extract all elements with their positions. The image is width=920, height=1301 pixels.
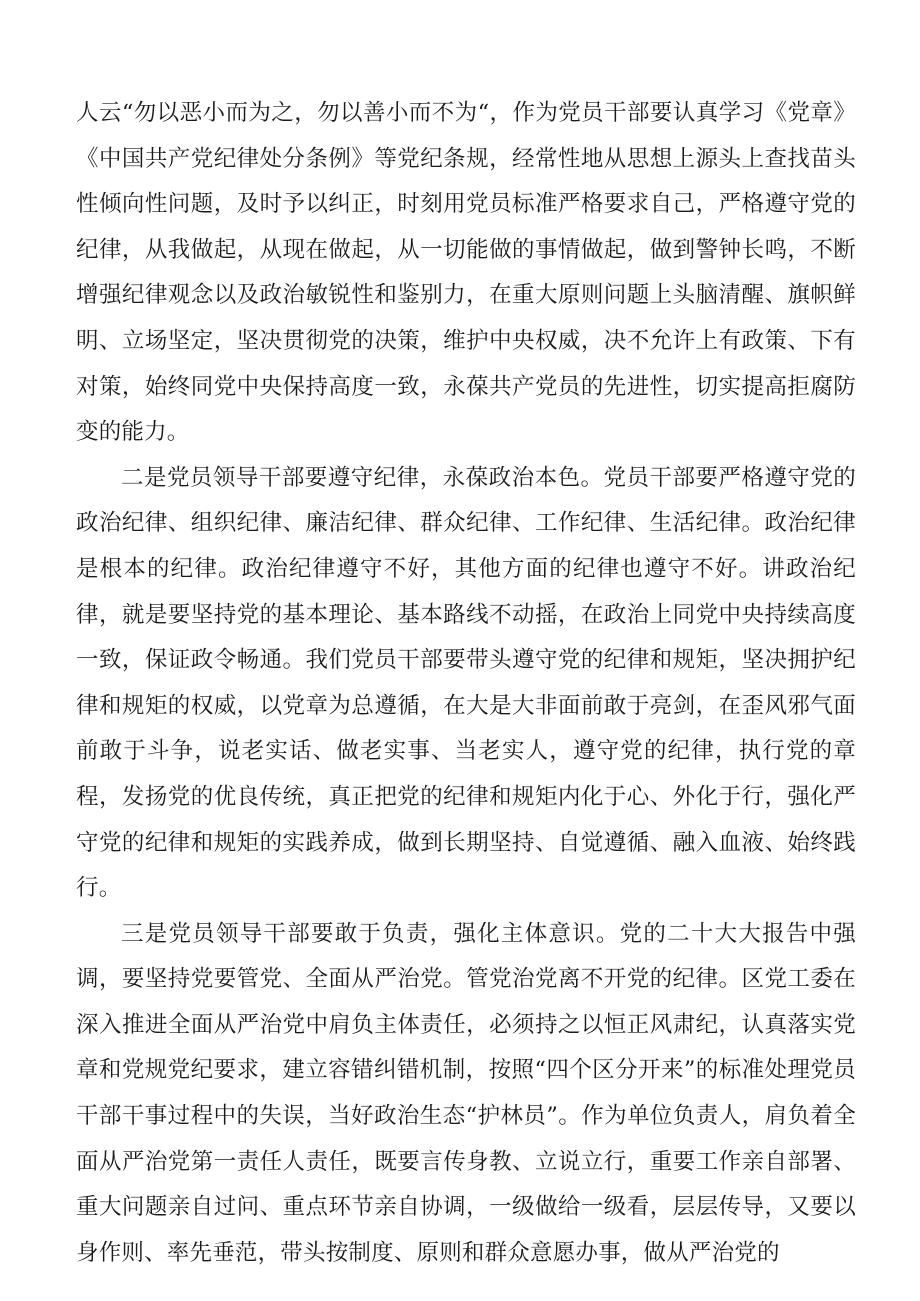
paragraph-discipline-learning: 人云“勿以恶小而为之，勿以善小而不为“，作为党员干部要认真学习《党章》《中国共产党纪律处分条例》等党纪条规，经常性地从思想上源头上查找苗头性倾向性问题，及时予以纠正，时刻用党员标准严格要求自己，严格遵守党的纪律，从我做起，从现在做起，从一切能做的事情做起，做到警钟长鸣，不断增强纪律观念以及政治敏锐性和鉴别力，在重大原则问题上头脑清醒、旗帜鲜明、立场坚定，坚决贯彻党的决策，维护中央权威，决不允许上有政策、下有对策，始终同党中央保持高度一致，永葆共产党员的先进性，切实提高拒腐防变的能力。 [76, 100, 856, 446]
document-body [76, 91, 856, 1276]
paragraph-take-responsibility: 三是党员领导干部要敢于负责，强化主体意识。党的二十大大报告中强调，要坚持党要管党、全面从严治党。管党治党离不开党的纪律。区党工委在深入推进全面从严治党中肩负主体责任，必须持之以恒正风肃纪，认真落实党章和党规党纪要求，建立容错纠错机制，按照“四个区分开来”的标准处理党员干部干事过程中的失误，当好政治生态“护林员”。作为单位负责人，肩负着全面从严治党第一责任人责任，既要言传身教、立说立行，重要工作亲自部署、重大问题亲自过问、重点环节亲自协调，一级做给一级看，层层传导，又要以身作则、率先垂范，带头按制度、原则和群众意愿办事，做从严治党的 [76, 920, 856, 1266]
paragraph-observe-discipline: 二是党员领导干部要遵守纪律，永葆政治本色。党员干部要严格遵守党的政治纪律、组织纪律、廉洁纪律、群众纪律、工作纪律、生活纪律。政治纪律是根本的纪律。政治纪律遵守不好，其他方面的纪律也遵守不好。讲政治纪律，就是要坚持党的基本理论、基本路线不动摇，在政治上同党中央持续高度一致，保证政令畅通。我们党员干部要带头遵守党的纪律和规矩，坚决拥护纪律和规矩的权威，以党章为总遵循，在大是大非面前敢于亮剑，在歪风邪气面前敢于斗争，说老实话、做老实事、当老实人，遵守党的纪律，执行党的章程，发扬党的优良传统，真正把党的纪律和规矩内化于心、外化于行，强化严守党的纪律和规矩的实践养成，做到长期坚持、自觉遵循、融入血液、始终践行。 [76, 464, 856, 902]
